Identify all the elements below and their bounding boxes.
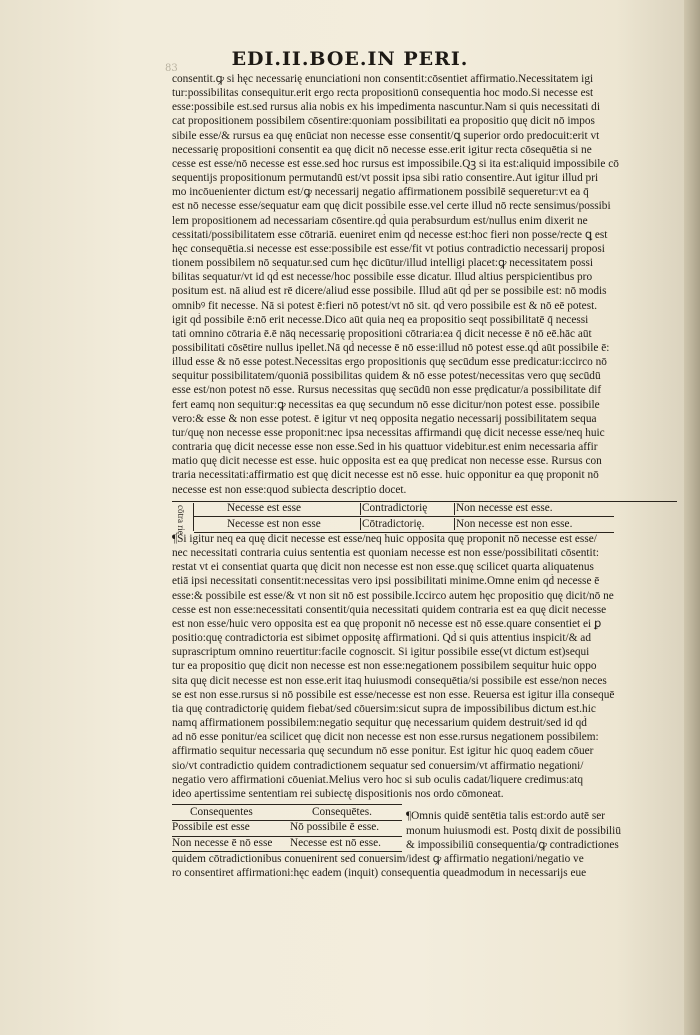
text-line: negatio vero affirmationi cōueniat.Melius vero hoc si sub oculis cadat/liquere credimus:atq bbox=[172, 773, 584, 786]
text-line: fert eamq non sequitur:ꝙ necessitas ea quę secundum nō esse dicitur/non potest esse. possibile bbox=[172, 398, 600, 411]
text-line: matio quę dicit necesse est esse. huic opposita est ea quę predicat non necesse esse. Rursus con bbox=[172, 455, 602, 468]
text-line: cessitati/possibilitatem esse cōtrariā. eueniret enim qd́ necesse est:hoc fieri non posse/recte ꝗ est bbox=[172, 228, 608, 241]
folio-number: 83 bbox=[165, 63, 178, 74]
text-line: tati omnino cōtraria ē.ē nāq necessarię propositioni cōtraria:ea q̄ dicit necesse ē nō eē.hāc aūt bbox=[172, 327, 592, 340]
diagram-divider bbox=[454, 503, 455, 515]
text-line: esse:possibile est.sed rursus alia nobis ex his impedimenta nascuntur.Nam si quis necessitati di bbox=[172, 101, 600, 114]
text-line: etiā ipsi necessitati consentit:necessitas vero ipsi possibilitati minime.Omne enim qd́ necesse ē bbox=[172, 575, 600, 588]
diagram1-r2-right: Non necesse est non esse. bbox=[456, 518, 573, 530]
diagram-divider bbox=[360, 503, 361, 515]
diagram2-r2-left: Non necesse ē nō esse bbox=[172, 837, 273, 849]
text-line: necesse est non esse:quod subiecta descriptio docet. bbox=[172, 483, 407, 496]
text-line: cat propositionem possibilem cōsentire:quoniam possibilitati ea propositio quę dicit nō impos bbox=[172, 115, 595, 128]
text-line: esse est/non potest nō esse. Rursus necessitas quę secūdū non esse prędicatur/a possibilitate dif bbox=[172, 384, 602, 397]
text-line: omnibꝰ fit necesse. Nā si potest ē:fieri nō potest/vt nō sit. qd́ vero possibile est & nō eē potest. bbox=[172, 299, 598, 312]
text-line: tur/quę non necesse esse proponit:nec ipsa necessitas affirmandi quę dicit necesse esse/neq huic bbox=[172, 426, 605, 439]
text-line: affirmatio sequitur necessaria quę secundum nō esse ponitur. Est igitur hic quoq eadem cōuer bbox=[172, 745, 594, 758]
text-line: tia quę contradictorię quidem fiebat/sed cōuersim:sicut supra de impossibilibus dictum est.hic bbox=[172, 702, 596, 715]
diagram1-r2-left: Necesse est non esse bbox=[227, 518, 321, 530]
text-line: namq affirmationem possibilem:negatio sequitur quę necessarium quidem destruit/sed id qd́ bbox=[172, 717, 587, 730]
text-block-main bbox=[172, 72, 672, 497]
text-line: ad nō esse ponitur/ea scilicet quę dicit non necesse est non esse.rursus negationem possibilem: bbox=[172, 731, 599, 744]
diagram-divider bbox=[454, 518, 455, 530]
text-line: & impossibiliū consequentia/ꝙ contradictiones bbox=[406, 839, 619, 852]
text-line: cesse est esse/nō necesse est esse.sed hoc rursus est impossibile.Qꝫ si ita est:aliquid impossibile cō bbox=[172, 157, 619, 170]
text-line: tur ea propositio quę dicit non necesse est non esse:negationem possibilem sequitur huic oppo bbox=[172, 660, 597, 673]
text-line: ¶Si igitur neq ea quę dicit necesse est esse/neq huic opposita quę proponit nō necesse est esse/ bbox=[172, 533, 597, 545]
text-line: possibilitati cōsētire nullus ipellet.Nā qd́ necesse ē nō esse:illud nō potest esse.qd́ aūt possibile ē: bbox=[172, 341, 610, 354]
side-label-text: cōtra rię bbox=[176, 505, 186, 535]
diagram1-r1-left: Necesse est esse bbox=[227, 502, 302, 514]
diagram2-r1-right: Nō possibile ē esse. bbox=[290, 821, 380, 833]
text-line: igit qd́ possibile ē:nō erit necesse.Dico aūt quia neq ea propositio seqt possibilitatē q̄ necessi bbox=[172, 313, 589, 326]
text-line: monum huiusmodi est. Postq dixit de possibiliū bbox=[406, 824, 621, 837]
text-line: bilitas sequatur/vt id qd́ est necesse/hoc possibile esse dicatur. Illud altius perspicientibus pro bbox=[172, 271, 593, 284]
diagram1-r2-middle: Cōtradictorię. bbox=[362, 518, 425, 530]
running-header: EDI.II.BOE.IN PERI. bbox=[231, 48, 469, 70]
text-line: sio/vt contradictio quidem contradictionem sequatur sed conuersim/vt affirmatio negationi/ bbox=[172, 759, 584, 772]
text-line: traria necessitati:affirmatio est quę dicit necesse est nō esse. huic opponitur ea quę proponit nō bbox=[172, 469, 599, 482]
text-line: sequitur possibilitatem/quoniā possibilitas quidem & nō esse potest/necessitas vero quę secūdū bbox=[172, 370, 601, 383]
text-block-second bbox=[172, 532, 672, 801]
diagram1-r1-right: Non necesse est esse. bbox=[456, 502, 553, 514]
text-line: positio:quę contradictoria est sibimet oppositę affirmationi. Qd́ si quis attentius inspicit/& ad bbox=[172, 632, 591, 645]
text-line: lem propositionem ad necessariam cōsentire.qd́ quia perabsurdum est/nullus enim dixerit ne bbox=[172, 214, 588, 227]
text-line: ideo apertissime sententiam rei subiectę dispositionis nos ordo cōmoneat. bbox=[172, 787, 504, 800]
text-line: vero:& esse & non esse potest. ē igitur vt neq opposita negatio necessarij possibilitatem sequa bbox=[172, 412, 597, 425]
contraria-side-label bbox=[173, 503, 194, 535]
contraria-diagram bbox=[172, 500, 677, 533]
diagram-top-rule bbox=[172, 804, 402, 805]
text-line: consentit.ꝙ si hęc necessarię enunciationi non consentit:cōsentiet affirmatio.Necessitatem igi bbox=[172, 73, 594, 85]
diagram2-head-left: Consequentes bbox=[190, 806, 253, 818]
text-line: hęc consequētia.si necesse est esse:possibile est esse/fit vt potius contradictio necessarij proposi bbox=[172, 242, 605, 255]
text-line: esse:& possibile est esse/& vt non sit nō est possibile.Iccirco autem hęc propositio quę dicit/nō ne bbox=[172, 589, 614, 602]
text-line: cesse est non esse:necessitati consentit/quia necessitati quidem contraria est ea quę dicit necesse bbox=[172, 603, 607, 616]
text-block-bottom bbox=[172, 852, 672, 880]
text-line: nec necessitati contraria cuius sententia est quoniam necesse est non esse/possibilitati cōsentit: bbox=[172, 547, 599, 560]
diagram-divider bbox=[360, 518, 361, 530]
diagram1-r1-middle: Contradictorię bbox=[362, 502, 428, 514]
text-line: est non esse/huic vero opposita est ea quę proponit nō necesse est nō esse.quare consentiet ei ꝑ bbox=[172, 617, 602, 630]
text-line: mo incōuenienter dictum est/ꝙ necessarij negatio affirmationem possibilē sequeretur:vt ea q̄ bbox=[172, 186, 589, 199]
diagram2-r2-right: Necesse est nō esse. bbox=[290, 837, 381, 849]
text-line: quidem cōtradictionibus conuenirent sed conuersim/idest ꝙ affirmatio negationi/negatio ve bbox=[172, 853, 584, 865]
text-line: contraria quę dicit necesse esse non esse.Sed in his quattuor videbitur.est enim necessaria affir bbox=[172, 441, 598, 454]
text-line: suprascriptum omnino reuertitur:facile cognoscit. Si igitur possibile esse(vt dictum est)sequi bbox=[172, 646, 590, 659]
text-line: sita quę dicit necesse est non esse.erit itaq huiusmodi consequētia/si possibile est esse/non neces bbox=[172, 674, 607, 687]
text-line: se est non esse.rursus si nō possibile est esse/necesse est non esse. Reuersa est igitur illa consequē bbox=[172, 688, 615, 701]
text-line: est nō necesse esse/sequatur eam quę dicit possibile esse.vel certe illud nō recte sensimus/possibi bbox=[172, 200, 611, 213]
text-line: positum est. nā aliud est rē dicere/aliud esse possibile. Illud aūt qd́ per se possibile est: nō modis bbox=[172, 285, 607, 298]
diagram2-head-right: Consequētes. bbox=[312, 806, 372, 818]
text-line: ¶Omnis quidē sentētia talis est:ordo autē ser bbox=[406, 810, 606, 822]
text-line: ro consentiret affirmationi:hęc eadem (inquit) consequentia queadmodum in necessarijs eue bbox=[172, 867, 587, 880]
consequentes-diagram bbox=[172, 804, 402, 852]
text-line: tur:possibilitas consequitur.erit ergo recta propositionū consequentia hoc modo.Si necesse est bbox=[172, 87, 594, 100]
text-line: restat vt ei consentiat quarta quę dicit non necesse est non esse.quę scilicet quarta aliquatenus bbox=[172, 561, 594, 574]
page-gutter bbox=[684, 0, 700, 1035]
diagram-mid-rule bbox=[194, 516, 614, 517]
text-line: tionem possibilem nō sequatur.sed cum hęc dicūtur/illud intelligi placet:ꝙ necessitatem possi bbox=[172, 257, 594, 270]
text-line: illud esse & nō esse potest.Necessitas ergo propositionis quę secūdum esse predicatur:iccirco nō bbox=[172, 356, 607, 369]
diagram2-r1-left: Possibile est esse bbox=[172, 821, 250, 833]
text-line: sibile esse/& rursus ea quę enūciat non necesse esse consentit/ꝗ superior ordo predocuit:erit vt bbox=[172, 129, 600, 142]
text-line: sequentijs propositionum permutandū est/vt possit ipsa sibi ratio consentire.Aut igitur illud pri bbox=[172, 172, 599, 185]
text-block-side-column bbox=[406, 809, 676, 853]
text-line: necessarię propositioni consentit ea quę dicit nō necesse esse.erit igitur recta cōsequētia si ne bbox=[172, 143, 592, 156]
